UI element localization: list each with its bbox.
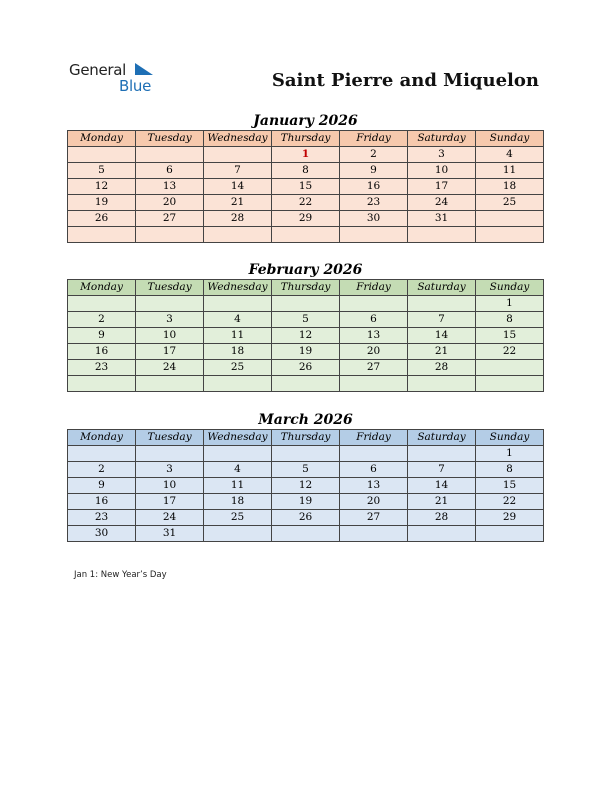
day-cell: 14 bbox=[408, 328, 476, 344]
day-cell: 27 bbox=[340, 360, 408, 376]
day-cell: 6 bbox=[340, 462, 408, 478]
weekday-header: Tuesday bbox=[136, 131, 204, 147]
day-cell: 13 bbox=[340, 478, 408, 494]
day-cell: 30 bbox=[340, 211, 408, 227]
day-cell: 18 bbox=[204, 494, 272, 510]
calendar-grid bbox=[67, 429, 544, 542]
month-title: March 2026 bbox=[258, 412, 353, 428]
day-cell: 17 bbox=[136, 494, 204, 510]
day-cell: 27 bbox=[340, 510, 408, 526]
day-cell: 20 bbox=[340, 344, 408, 360]
week-row bbox=[68, 526, 544, 542]
day-cell: 6 bbox=[136, 163, 204, 179]
day-cell bbox=[340, 376, 408, 392]
weekday-header: Friday bbox=[340, 131, 408, 147]
month-title: February 2026 bbox=[248, 262, 363, 278]
day-cell: 8 bbox=[476, 312, 544, 328]
day-cell: 21 bbox=[408, 494, 476, 510]
day-cell: 2 bbox=[340, 147, 408, 163]
day-cell: 5 bbox=[272, 312, 340, 328]
day-cell bbox=[272, 376, 340, 392]
week-row bbox=[68, 227, 544, 243]
day-cell: 9 bbox=[68, 328, 136, 344]
day-cell: 15 bbox=[476, 328, 544, 344]
day-cell: 1 bbox=[272, 147, 340, 163]
logo-triangle-icon bbox=[135, 63, 153, 77]
day-cell: 16 bbox=[340, 179, 408, 195]
weekday-header: Sunday bbox=[476, 430, 544, 446]
day-cell: 14 bbox=[204, 179, 272, 195]
day-cell: 9 bbox=[340, 163, 408, 179]
day-cell: 17 bbox=[136, 344, 204, 360]
brand-logo bbox=[69, 61, 169, 97]
week-row bbox=[68, 312, 544, 328]
day-cell: 29 bbox=[272, 211, 340, 227]
day-cell bbox=[136, 376, 204, 392]
day-cell: 14 bbox=[408, 478, 476, 494]
day-cell: 23 bbox=[68, 510, 136, 526]
week-row bbox=[68, 510, 544, 526]
day-cell bbox=[340, 446, 408, 462]
day-cell: 11 bbox=[204, 328, 272, 344]
day-cell: 4 bbox=[204, 462, 272, 478]
day-cell bbox=[408, 376, 476, 392]
day-cell: 22 bbox=[272, 195, 340, 211]
day-cell: 15 bbox=[272, 179, 340, 195]
day-cell: 12 bbox=[272, 328, 340, 344]
day-cell: 23 bbox=[340, 195, 408, 211]
day-cell: 2 bbox=[68, 312, 136, 328]
weekday-header: Thursday bbox=[272, 430, 340, 446]
day-cell: 6 bbox=[340, 312, 408, 328]
day-cell: 8 bbox=[476, 462, 544, 478]
calendar-grid bbox=[67, 130, 544, 243]
day-cell: 7 bbox=[408, 462, 476, 478]
day-cell: 26 bbox=[272, 360, 340, 376]
day-cell bbox=[272, 446, 340, 462]
day-cell: 10 bbox=[408, 163, 476, 179]
day-cell: 30 bbox=[68, 526, 136, 542]
day-cell: 20 bbox=[136, 195, 204, 211]
week-row bbox=[68, 446, 544, 462]
day-cell: 1 bbox=[476, 446, 544, 462]
day-cell: 24 bbox=[408, 195, 476, 211]
day-cell bbox=[272, 227, 340, 243]
day-cell bbox=[204, 227, 272, 243]
day-cell bbox=[408, 227, 476, 243]
week-row bbox=[68, 163, 544, 179]
day-cell bbox=[204, 446, 272, 462]
day-cell bbox=[340, 296, 408, 312]
day-cell: 26 bbox=[272, 510, 340, 526]
day-cell bbox=[68, 376, 136, 392]
day-cell: 4 bbox=[476, 147, 544, 163]
day-cell: 26 bbox=[68, 211, 136, 227]
day-cell: 25 bbox=[204, 360, 272, 376]
weekday-header: Sunday bbox=[476, 280, 544, 296]
day-cell bbox=[136, 227, 204, 243]
day-cell bbox=[476, 376, 544, 392]
weekday-header: Monday bbox=[68, 430, 136, 446]
day-cell: 31 bbox=[408, 211, 476, 227]
day-cell: 27 bbox=[136, 211, 204, 227]
day-cell: 2 bbox=[68, 462, 136, 478]
country-title: Saint Pierre and Miquelon bbox=[271, 70, 539, 91]
day-cell bbox=[272, 296, 340, 312]
day-cell bbox=[408, 446, 476, 462]
month-title: January 2026 bbox=[253, 113, 358, 129]
calendar-grid bbox=[67, 279, 544, 392]
weekday-header: Tuesday bbox=[136, 430, 204, 446]
week-row bbox=[68, 462, 544, 478]
month-march bbox=[67, 411, 544, 542]
day-cell: 13 bbox=[136, 179, 204, 195]
day-cell: 7 bbox=[408, 312, 476, 328]
weekday-header: Saturday bbox=[408, 280, 476, 296]
day-cell: 3 bbox=[136, 462, 204, 478]
weekday-header-row bbox=[68, 131, 544, 147]
weekday-header: Wednesday bbox=[204, 280, 272, 296]
day-cell: 31 bbox=[136, 526, 204, 542]
weekday-header: Wednesday bbox=[204, 131, 272, 147]
day-cell bbox=[68, 147, 136, 163]
week-row bbox=[68, 147, 544, 163]
day-cell: 16 bbox=[68, 344, 136, 360]
day-cell: 24 bbox=[136, 360, 204, 376]
day-cell: 3 bbox=[136, 312, 204, 328]
week-row bbox=[68, 328, 544, 344]
weekday-header: Saturday bbox=[408, 430, 476, 446]
logo-word-blue: Blue bbox=[119, 77, 151, 95]
day-cell bbox=[340, 526, 408, 542]
holiday-notes bbox=[74, 570, 167, 580]
day-cell: 28 bbox=[204, 211, 272, 227]
day-cell bbox=[136, 147, 204, 163]
day-cell: 9 bbox=[68, 478, 136, 494]
day-cell bbox=[476, 360, 544, 376]
day-cell bbox=[204, 147, 272, 163]
day-cell: 28 bbox=[408, 360, 476, 376]
week-row bbox=[68, 179, 544, 195]
day-cell: 11 bbox=[204, 478, 272, 494]
day-cell bbox=[136, 446, 204, 462]
day-cell: 17 bbox=[408, 179, 476, 195]
day-cell: 5 bbox=[68, 163, 136, 179]
day-cell bbox=[68, 296, 136, 312]
logo-word-general: General bbox=[69, 61, 127, 79]
day-cell bbox=[204, 296, 272, 312]
day-cell: 3 bbox=[408, 147, 476, 163]
day-cell bbox=[204, 376, 272, 392]
day-cell: 18 bbox=[204, 344, 272, 360]
day-cell: 7 bbox=[204, 163, 272, 179]
day-cell: 25 bbox=[476, 195, 544, 211]
day-cell bbox=[340, 227, 408, 243]
weekday-header: Friday bbox=[340, 280, 408, 296]
day-cell: 16 bbox=[68, 494, 136, 510]
day-cell: 19 bbox=[272, 344, 340, 360]
day-cell bbox=[476, 526, 544, 542]
day-cell bbox=[476, 211, 544, 227]
day-cell: 25 bbox=[204, 510, 272, 526]
weekday-header: Monday bbox=[68, 280, 136, 296]
week-row bbox=[68, 494, 544, 510]
weekday-header: Tuesday bbox=[136, 280, 204, 296]
day-cell: 28 bbox=[408, 510, 476, 526]
day-cell bbox=[476, 227, 544, 243]
day-cell: 12 bbox=[68, 179, 136, 195]
week-row bbox=[68, 344, 544, 360]
day-cell: 13 bbox=[340, 328, 408, 344]
day-cell: 29 bbox=[476, 510, 544, 526]
month-february bbox=[67, 261, 544, 392]
weekday-header-row bbox=[68, 430, 544, 446]
day-cell: 20 bbox=[340, 494, 408, 510]
week-row bbox=[68, 376, 544, 392]
month-january bbox=[67, 112, 544, 243]
weekday-header: Friday bbox=[340, 430, 408, 446]
day-cell bbox=[68, 227, 136, 243]
day-cell: 10 bbox=[136, 478, 204, 494]
day-cell: 21 bbox=[408, 344, 476, 360]
day-cell bbox=[272, 526, 340, 542]
day-cell: 1 bbox=[476, 296, 544, 312]
day-cell bbox=[136, 296, 204, 312]
day-cell bbox=[68, 446, 136, 462]
weekday-header: Thursday bbox=[272, 131, 340, 147]
weekday-header: Wednesday bbox=[204, 430, 272, 446]
week-row bbox=[68, 360, 544, 376]
week-row bbox=[68, 478, 544, 494]
weekday-header: Saturday bbox=[408, 131, 476, 147]
day-cell: 4 bbox=[204, 312, 272, 328]
day-cell: 24 bbox=[136, 510, 204, 526]
week-row bbox=[68, 296, 544, 312]
holiday-note: Jan 1: New Year’s Day bbox=[74, 570, 167, 580]
day-cell: 10 bbox=[136, 328, 204, 344]
weekday-header-row bbox=[68, 280, 544, 296]
weekday-header: Monday bbox=[68, 131, 136, 147]
day-cell bbox=[204, 526, 272, 542]
day-cell: 19 bbox=[68, 195, 136, 211]
day-cell: 12 bbox=[272, 478, 340, 494]
day-cell: 15 bbox=[476, 478, 544, 494]
day-cell: 18 bbox=[476, 179, 544, 195]
week-row bbox=[68, 195, 544, 211]
day-cell: 22 bbox=[476, 344, 544, 360]
day-cell: 22 bbox=[476, 494, 544, 510]
day-cell: 19 bbox=[272, 494, 340, 510]
day-cell: 5 bbox=[272, 462, 340, 478]
day-cell: 11 bbox=[476, 163, 544, 179]
weekday-header: Sunday bbox=[476, 131, 544, 147]
day-cell bbox=[408, 296, 476, 312]
weekday-header: Thursday bbox=[272, 280, 340, 296]
week-row bbox=[68, 211, 544, 227]
day-cell: 23 bbox=[68, 360, 136, 376]
day-cell: 8 bbox=[272, 163, 340, 179]
day-cell bbox=[408, 526, 476, 542]
day-cell: 21 bbox=[204, 195, 272, 211]
